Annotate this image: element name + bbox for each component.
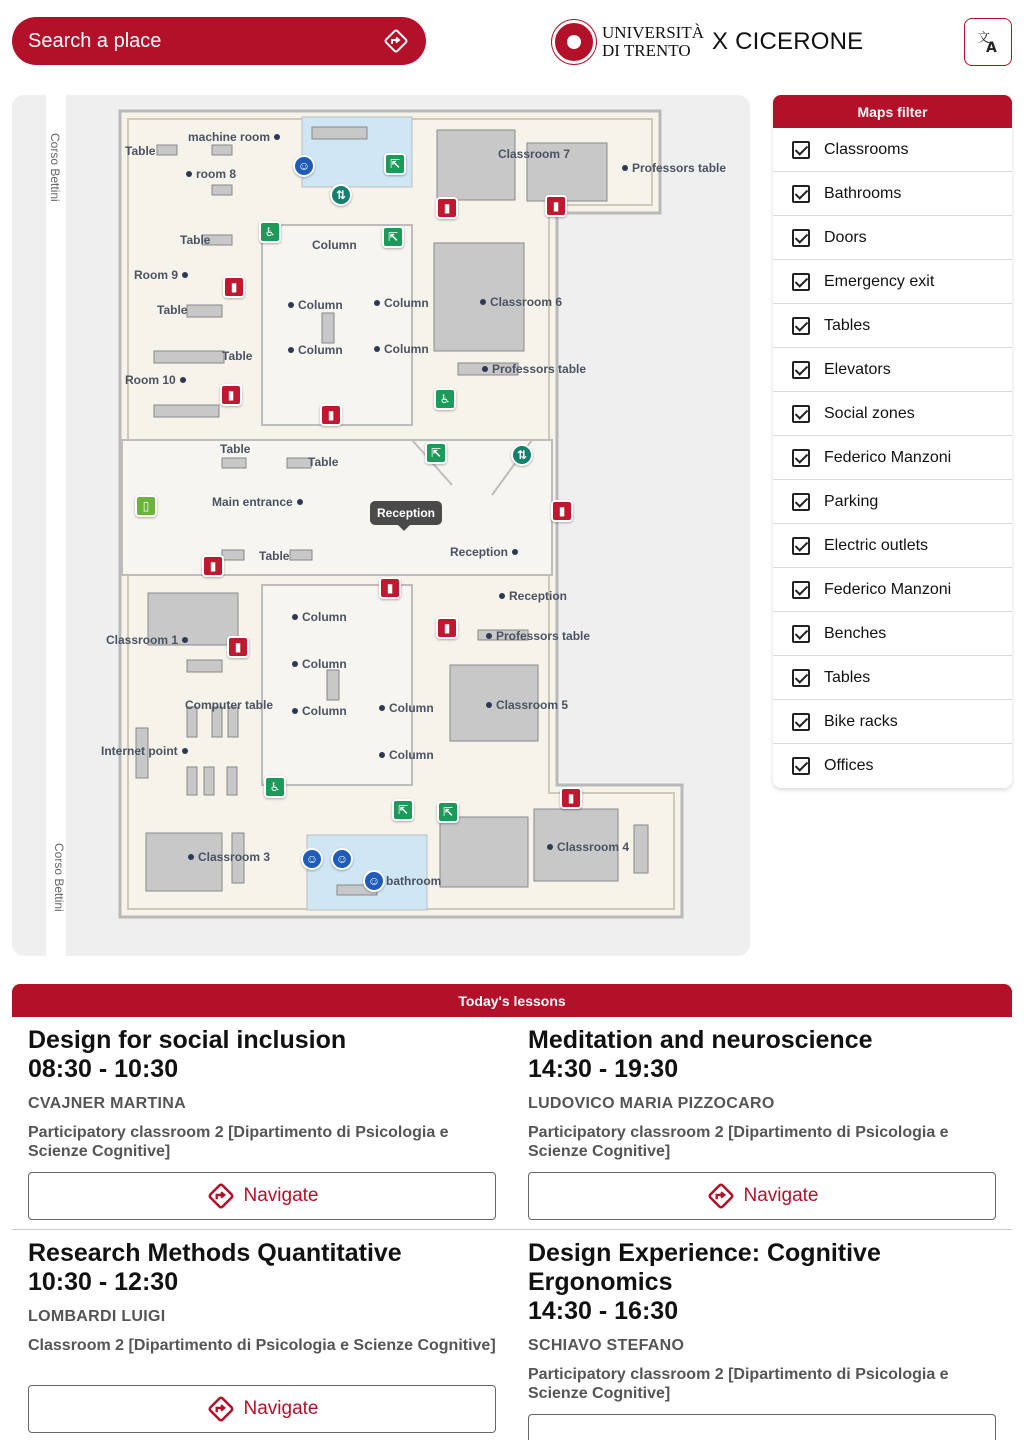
accessible-icon[interactable]: ♿ bbox=[434, 388, 456, 410]
map-label[interactable]: Table bbox=[259, 549, 290, 563]
header bbox=[0, 0, 1024, 84]
map-label[interactable]: Computer table bbox=[185, 698, 274, 712]
lesson-time: 14:30 - 16:30 bbox=[528, 1297, 679, 1325]
accessible-icon[interactable]: ♿ bbox=[259, 221, 281, 243]
lesson-time: 14:30 - 19:30 bbox=[528, 1055, 679, 1083]
map-label[interactable]: Classroom 5 bbox=[486, 698, 568, 712]
accessible-icon[interactable]: ♿ bbox=[264, 776, 286, 798]
checkbox-checked[interactable] bbox=[792, 229, 810, 247]
brand-logo bbox=[552, 16, 863, 68]
checkbox-checked[interactable] bbox=[792, 317, 810, 335]
filter-item-parking[interactable]: Parking bbox=[773, 480, 1012, 524]
lesson-room: Classroom 2 [Dipartimento di Psicologia e Scienze Cognitive] bbox=[28, 1337, 496, 1354]
search-bar[interactable] bbox=[12, 17, 426, 65]
lesson-title: Design Experience: Cognitive Ergonomics bbox=[528, 1239, 881, 1296]
floor-plan bbox=[12, 95, 750, 956]
filter-item-tables[interactable]: Tables bbox=[773, 304, 1012, 348]
map-label[interactable]: Classroom 3 bbox=[188, 850, 270, 864]
navigate-button[interactable] bbox=[28, 1385, 496, 1433]
map-label[interactable]: Classroom 7 bbox=[498, 147, 571, 161]
emergency-exit-icon[interactable]: ⇱ bbox=[437, 801, 459, 823]
navigate-label: Navigate bbox=[243, 1185, 319, 1206]
filter-item-federico-manzoni[interactable]: Federico Manzoni bbox=[773, 436, 1012, 480]
brand-line1: UNIVERSITÀ bbox=[602, 23, 704, 42]
fire-extinguisher-icon[interactable]: ▮ bbox=[545, 195, 567, 217]
checkbox-checked[interactable] bbox=[792, 185, 810, 203]
lesson-room: Participatory classroom 2 [Dipartimento di Psicologia e Scienze Cognitive] bbox=[28, 1124, 449, 1160]
map-label[interactable]: Table bbox=[222, 349, 253, 363]
lesson-time: 08:30 - 10:30 bbox=[28, 1055, 179, 1083]
directions-icon bbox=[206, 1181, 236, 1211]
floor-map[interactable] bbox=[12, 95, 750, 956]
fire-extinguisher-icon[interactable]: ▮ bbox=[551, 500, 573, 522]
fire-extinguisher-icon[interactable]: ▮ bbox=[227, 636, 249, 658]
emergency-exit-icon[interactable]: ⇱ bbox=[382, 226, 404, 248]
map-label[interactable]: Column bbox=[379, 701, 434, 715]
navigate-label: Navigate bbox=[243, 1398, 319, 1419]
navigate-button[interactable] bbox=[28, 1172, 496, 1220]
map-label[interactable]: Table bbox=[157, 303, 188, 317]
checkbox-checked[interactable] bbox=[792, 405, 810, 423]
filter-item-social-zones[interactable]: Social zones bbox=[773, 392, 1012, 436]
lesson-professor: LUDOVICO MARIA PIZZOCARO bbox=[528, 1095, 775, 1112]
directions-icon[interactable] bbox=[382, 27, 410, 55]
fire-extinguisher-icon[interactable]: ▮ bbox=[202, 555, 224, 577]
fire-extinguisher-icon[interactable]: ▮ bbox=[379, 577, 401, 599]
filter-item-offices[interactable]: Offices bbox=[773, 744, 1012, 788]
map-label[interactable]: Classroom 1 bbox=[106, 633, 188, 647]
fire-extinguisher-icon[interactable]: ▮ bbox=[320, 404, 342, 426]
translate-icon bbox=[975, 29, 1001, 55]
door-icon[interactable]: ▯ bbox=[135, 495, 157, 517]
map-label[interactable]: Column bbox=[312, 238, 357, 252]
emergency-exit-icon[interactable]: ⇱ bbox=[392, 799, 414, 821]
lesson-card bbox=[528, 1026, 996, 1161]
lesson-card bbox=[28, 1239, 496, 1355]
lesson-card bbox=[528, 1239, 996, 1403]
map-label[interactable]: Column bbox=[292, 704, 347, 718]
map-label[interactable]: Room 9 bbox=[134, 268, 188, 282]
lesson-title: Meditation and neuroscience bbox=[528, 1026, 873, 1054]
map-label[interactable]: Professors table bbox=[482, 362, 586, 376]
checkbox-checked[interactable] bbox=[792, 757, 810, 775]
map-label[interactable]: Table bbox=[125, 144, 156, 158]
fire-extinguisher-icon[interactable]: ▮ bbox=[220, 384, 242, 406]
checkbox-checked[interactable] bbox=[792, 361, 810, 379]
lesson-professor: LOMBARDI LUIGI bbox=[28, 1308, 166, 1325]
filter-item-elevators[interactable]: Elevators bbox=[773, 348, 1012, 392]
map-label[interactable]: Column bbox=[379, 748, 434, 762]
svg-text:文: 文 bbox=[977, 31, 991, 46]
filter-item-tables-2[interactable]: Tables bbox=[773, 656, 1012, 700]
app-name: X CICERONE bbox=[712, 28, 864, 55]
translate-button[interactable] bbox=[964, 18, 1012, 66]
checkbox-checked[interactable] bbox=[792, 493, 810, 511]
filter-item-bathrooms[interactable]: Bathrooms bbox=[773, 172, 1012, 216]
lesson-card bbox=[28, 1026, 496, 1161]
lesson-room: Participatory classroom 2 [Dipartimento di Psicologia e Scienze Cognitive] bbox=[528, 1366, 949, 1402]
checkbox-checked[interactable] bbox=[792, 713, 810, 731]
checkbox-checked[interactable] bbox=[792, 669, 810, 687]
filter-item-bike-racks[interactable]: Bike racks bbox=[773, 700, 1012, 744]
checkbox-checked[interactable] bbox=[792, 273, 810, 291]
university-seal-icon bbox=[552, 20, 596, 64]
checkbox-checked[interactable] bbox=[792, 141, 810, 159]
map-label[interactable]: bathroom bbox=[386, 874, 442, 888]
fire-extinguisher-icon[interactable]: ▮ bbox=[223, 276, 245, 298]
directions-icon bbox=[706, 1181, 736, 1211]
map-label[interactable]: Table bbox=[308, 455, 339, 469]
emergency-exit-icon[interactable]: ⇱ bbox=[425, 442, 447, 464]
restroom-icon[interactable]: ☺ bbox=[331, 848, 353, 870]
map-label[interactable]: Professors table bbox=[486, 629, 590, 643]
checkbox-checked[interactable] bbox=[792, 537, 810, 555]
fire-extinguisher-icon[interactable]: ▮ bbox=[560, 787, 582, 809]
map-label[interactable]: Classroom 4 bbox=[547, 840, 629, 854]
map-label[interactable]: Column bbox=[374, 342, 429, 356]
svg-text:A: A bbox=[986, 40, 997, 55]
lesson-title: Design for social inclusion bbox=[28, 1026, 347, 1054]
directions-icon bbox=[206, 1394, 236, 1424]
map-label[interactable]: Table bbox=[220, 442, 251, 456]
reception-tooltip: Reception bbox=[370, 501, 442, 525]
search-input[interactable] bbox=[28, 30, 382, 53]
map-label[interactable]: Table bbox=[180, 233, 211, 247]
map-label[interactable]: Column bbox=[288, 298, 343, 312]
university-name bbox=[602, 24, 704, 60]
map-label[interactable]: Room 10 bbox=[125, 373, 186, 387]
checkbox-checked[interactable] bbox=[792, 449, 810, 467]
filter-item-electric-outlets[interactable]: Electric outlets bbox=[773, 524, 1012, 568]
navigate-button[interactable] bbox=[528, 1172, 996, 1220]
street-label-bottom: Corso Bettini bbox=[52, 843, 66, 912]
filter-item-benches[interactable]: Benches bbox=[773, 612, 1012, 656]
lesson-professor: CVAJNER MARTINA bbox=[28, 1095, 186, 1112]
lesson-title: Research Methods Quantitative bbox=[28, 1239, 402, 1267]
lesson-room: Participatory classroom 2 [Dipartimento di Psicologia e Scienze Cognitive] bbox=[528, 1124, 949, 1160]
map-label[interactable]: Reception bbox=[499, 589, 567, 603]
map-label[interactable]: Professors table bbox=[622, 161, 726, 175]
filter-item-doors[interactable]: Doors bbox=[773, 216, 1012, 260]
navigate-label: Navigate bbox=[743, 1185, 819, 1206]
map-label[interactable]: Column bbox=[288, 343, 343, 357]
brand-line2: DI TRENTO bbox=[602, 41, 691, 60]
filter-item-emergency-exit[interactable]: Emergency exit bbox=[773, 260, 1012, 304]
map-label[interactable]: machine room bbox=[188, 130, 280, 144]
checkbox-checked[interactable] bbox=[792, 625, 810, 643]
map-label[interactable]: Internet point bbox=[101, 744, 188, 758]
maps-filter-title: Maps filter bbox=[773, 95, 1012, 128]
map-label[interactable]: Classroom 6 bbox=[480, 295, 562, 309]
lesson-time: 10:30 - 12:30 bbox=[28, 1268, 179, 1296]
street-label-top: Corso Bettini bbox=[48, 133, 62, 202]
elevator-icon[interactable]: ⇅ bbox=[330, 184, 352, 206]
filter-item-classrooms[interactable]: Classrooms bbox=[773, 128, 1012, 172]
map-label[interactable]: room 8 bbox=[186, 167, 236, 181]
map-label[interactable]: Column bbox=[374, 296, 429, 310]
filter-item-federico-manzoni-2[interactable]: Federico Manzoni bbox=[773, 568, 1012, 612]
restroom-icon[interactable]: ☺ bbox=[293, 155, 315, 177]
todays-lessons-header: Today's lessons bbox=[12, 984, 1012, 1017]
fire-extinguisher-icon[interactable]: ▮ bbox=[436, 617, 458, 639]
map-label[interactable]: Reception bbox=[450, 545, 518, 559]
map-label[interactable]: Column bbox=[292, 657, 347, 671]
restroom-icon[interactable]: ☺ bbox=[363, 870, 385, 892]
fire-extinguisher-icon[interactable]: ▮ bbox=[436, 197, 458, 219]
lesson-divider bbox=[12, 1229, 1012, 1230]
navigate-button[interactable] bbox=[528, 1414, 996, 1440]
restroom-icon[interactable]: ☺ bbox=[301, 848, 323, 870]
map-label[interactable]: Main entrance bbox=[212, 495, 303, 509]
maps-filter-panel bbox=[773, 95, 1012, 788]
map-label[interactable]: Column bbox=[292, 610, 347, 624]
lesson-professor: SCHIAVO STEFANO bbox=[528, 1337, 685, 1354]
elevator-icon[interactable]: ⇅ bbox=[511, 444, 533, 466]
emergency-exit-icon[interactable]: ⇱ bbox=[384, 153, 406, 175]
checkbox-checked[interactable] bbox=[792, 581, 810, 599]
